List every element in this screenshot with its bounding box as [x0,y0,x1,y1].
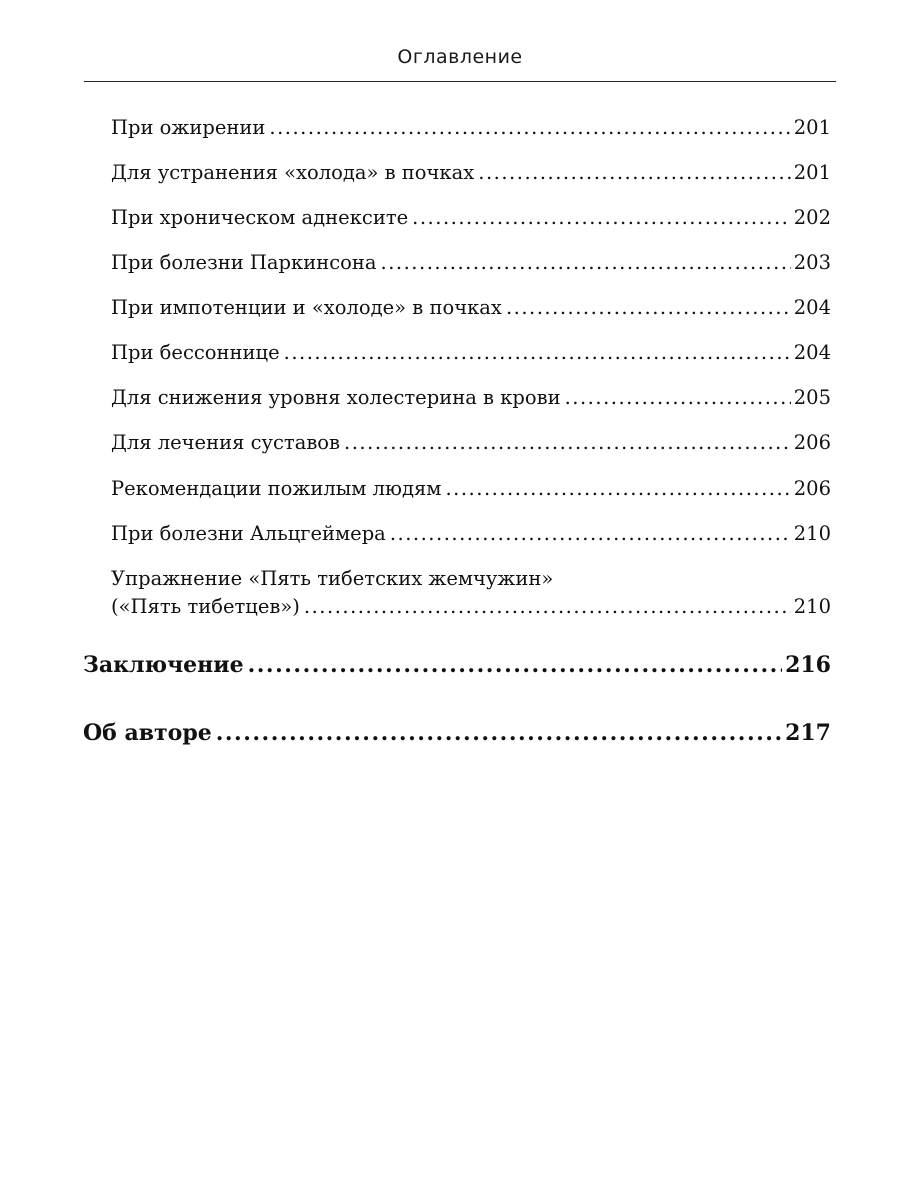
toc-entry-tibetan[interactable] [111,595,831,618]
toc-entry-page: 203 [793,251,831,274]
dot-leader [478,161,791,184]
dot-leader [412,206,791,229]
dot-leader [381,251,791,274]
toc-entry-title: При болезни Паркинсона [111,251,377,274]
toc-entry-title: При болезни Альцгеймера [111,522,386,545]
toc-entry-page: 210 [793,522,831,545]
toc-entry-elderly[interactable] [111,477,831,500]
dot-leader [390,522,791,545]
toc-entry-page: 205 [793,386,831,409]
toc-entry-tibetan-title-line1[interactable]: Упражнение «Пять тибетских жемчужин» [111,567,554,590]
toc-entry-obesity[interactable] [111,116,831,139]
toc-entry-page: 204 [793,341,831,364]
toc-entry-page: 210 [793,595,831,618]
dot-leader [445,477,790,500]
toc-entry-title: При импотенции и «холоде» в почках [111,296,502,319]
toc-entry-title: («Пять тибетцев») [111,595,300,618]
toc-entry-title: Для лечения суставов [111,431,341,454]
toc-entry-kidney-cold[interactable] [111,161,831,184]
toc-entry-page: 201 [793,161,831,184]
toc-entry-title: Для устранения «холода» в почках [111,161,475,184]
toc-entry-insomnia[interactable] [111,341,831,364]
toc-entry-joints[interactable] [111,431,831,454]
toc-entry-title: Для снижения уровня холестерина в крови [111,386,561,409]
toc-entry-cholesterol[interactable] [111,386,831,409]
toc-entry-title: Рекомендации пожилым людям [111,477,442,500]
header-rule [84,81,836,82]
toc-entry-page: 201 [793,116,831,139]
toc-chapter-about-author[interactable] [83,720,831,746]
toc-entry-impotence[interactable] [111,296,831,319]
running-head: Оглавление [397,46,523,68]
toc-entry-adnexitis[interactable] [111,206,831,229]
toc-entry-alzheimer[interactable] [111,522,831,545]
dot-leader [304,595,791,618]
toc-entry-title: При бессоннице [111,341,280,364]
toc-chapter-page: 216 [785,652,831,678]
toc-entry-page: 206 [793,477,831,500]
dot-leader [565,386,791,409]
dot-leader [269,116,790,139]
toc-entry-page: 204 [793,296,831,319]
dot-leader [344,431,791,454]
toc-entry-page: 202 [793,206,831,229]
dot-leader [248,652,782,678]
toc-chapter-title: Об авторе [83,720,212,746]
toc-entry-page: 206 [793,431,831,454]
dot-leader [284,341,791,364]
toc-chapter-page: 217 [785,720,831,746]
toc-chapter-title: Заключение [83,652,244,678]
dot-leader [506,296,791,319]
toc-entry-parkinson[interactable] [111,251,831,274]
dot-leader [216,720,782,746]
toc-entry-title: При ожирении [111,116,266,139]
toc-chapter-conclusion[interactable] [83,652,831,678]
toc-entry-title: При хроническом аднексите [111,206,409,229]
